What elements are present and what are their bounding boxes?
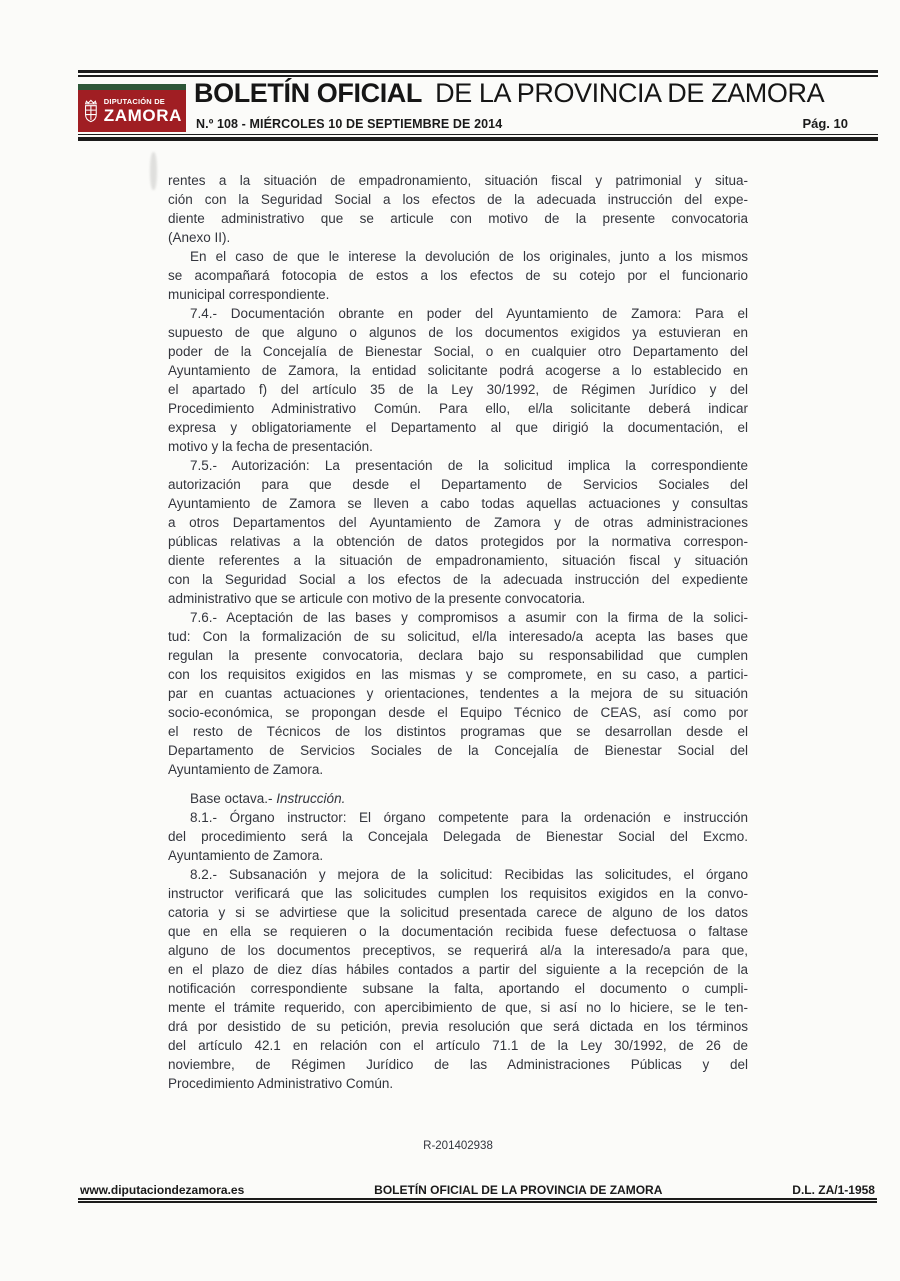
text-line: 8.1.- Órgano instructor: El órgano competente para la ordenación e instrucción — [190, 810, 748, 825]
text-line: Procedimiento Administrativo Común. — [168, 1076, 394, 1091]
text-line: Ayuntamiento de Zamora, la entidad solicitante podrá acogerse a lo establecido en — [168, 363, 748, 378]
scan-artifact — [150, 152, 157, 190]
reference-number: R-201402938 — [423, 1140, 493, 1152]
header-top-rule — [78, 70, 878, 77]
rule-thick-line — [78, 137, 878, 141]
logo-line1: DIPUTACIÓN DE — [103, 96, 166, 106]
paragraph — [168, 608, 748, 779]
text-line: socio-económica, se propongan desde el Equipo Técnico de CEAS, así como por — [168, 705, 748, 720]
text-line: poder de la Concejalía de Bienestar Social, o en cualquier otro Departamento del — [168, 344, 748, 359]
footer-legal-deposit: D.L. ZA/1-1958 — [792, 1183, 875, 1197]
logo-line2: ZAMORA — [103, 106, 182, 126]
paragraph — [168, 808, 748, 865]
text-line: públicas relativas a la obtención de datos protegidos por la normativa correspon- — [168, 534, 748, 549]
issue-line: N.º 108 - MIÉRCOLES 10 DE SEPTIEMBRE DE 2014 — [196, 117, 503, 131]
text-line: Ayuntamiento de Zamora. — [168, 848, 324, 863]
text-line: mente el trámite requerido, con apercibimiento de que, si así no lo hiciere, se le ten- — [168, 1000, 748, 1015]
section-heading — [168, 789, 748, 808]
text-line: del artículo 42.1 en relación con el artículo 71.1 de la Ley 30/1992, de 26 de — [168, 1038, 748, 1053]
bulletin-title-bold: BOLETÍN OFICIAL — [194, 78, 422, 108]
paragraph — [168, 304, 748, 456]
heading-normal-text: Base octava.- — [190, 791, 277, 806]
text-line: Procedimiento Administrativo Común. Para ello, el/la solicitante deberá indicar — [168, 401, 748, 416]
footer-rule — [78, 1198, 877, 1203]
text-line: 8.2.- Subsanación y mejora de la solicitud: Recibidas las solicitudes, el órgano — [190, 867, 748, 882]
text-line: alguno de los documentos preceptivos, se requerirá al/a la interesado/a para que, — [168, 943, 748, 958]
text-line: municipal correspondiente. — [168, 287, 330, 302]
text-line: En el caso de que le interese la devolución de los originales, junto a los mismos — [190, 249, 748, 264]
text-line: con los requisitos exigidos en las mismas y se compromete, en su caso, a partici- — [168, 667, 748, 682]
logo-red-box — [78, 90, 186, 132]
footer-bulletin-name: BOLETÍN OFICIAL DE LA PROVINCIA DE ZAMORA — [374, 1183, 663, 1197]
text-line: en el plazo de diez días hábiles contados a partir del siguiente a la recepción de la — [168, 962, 748, 977]
text-line: diente administrativo que se articule con motivo de la presente convocatoria — [168, 211, 748, 226]
text-line: autorización para que desde el Departamento de Servicios Sociales del — [168, 477, 748, 492]
text-line: catoria y si se advirtiese que la solicitud presentada carece de alguno de los datos — [168, 905, 748, 920]
text-line — [168, 789, 748, 808]
logo-text — [104, 98, 182, 125]
text-line: par en cuantas actuaciones y orientaciones, tendentes a la mejora de su situación — [168, 686, 748, 701]
text-line: 7.4.- Documentación obrante en poder del Ayuntamiento de Zamora: Para el — [190, 306, 748, 321]
text-line: del procedimiento será la Concejala Delegada de Bienestar Social del Excmo. — [168, 829, 748, 844]
text-line: administrativo que se articule con motivo de la presente convocatoria. — [168, 591, 586, 606]
text-line: (Anexo II). — [168, 230, 231, 245]
paragraph — [168, 171, 748, 247]
paragraph — [168, 456, 748, 608]
zamora-crest-icon — [82, 97, 100, 125]
text-line: instructor verificará que las solicitudes cumplen los requisitos exigidos en la convo- — [168, 886, 748, 901]
paragraph — [168, 247, 748, 304]
text-line: motivo y la fecha de presentación. — [168, 439, 373, 454]
text-line: noviembre, de Régimen Jurídico de las Administraciones Públicas y del — [168, 1057, 748, 1072]
text-line: Ayuntamiento de Zamora se lleven a cabo todas aquellas actuaciones y consultas — [168, 496, 748, 511]
text-line: 7.5.- Autorización: La presentación de la solicitud implica la correspondiente — [190, 458, 748, 473]
footer-website: www.diputaciondezamora.es — [80, 1183, 245, 1197]
text-line: con la Seguridad Social a los efectos de la adecuada instrucción del expediente — [168, 572, 748, 587]
text-line: drá por desistido de su petición, previa resolución que será dictada en los términos — [168, 1019, 748, 1034]
text-line: 7.6.- Aceptación de las bases y compromisos a asumir con la firma de la solici- — [190, 610, 748, 625]
heading-italic-text: Instrucción. — [276, 791, 346, 806]
bulletin-title — [194, 78, 824, 109]
text-line: tud: Con la formalización de su solicitud, el/la interesado/a acepta las bases que — [168, 629, 748, 644]
rule-thick-line — [78, 1201, 877, 1203]
text-line: regulan la presente convocatoria, declara bajo su responsabilidad que cumplen — [168, 648, 748, 663]
page-footer — [80, 1183, 875, 1197]
rule-thin-line — [78, 75, 878, 77]
header-bottom-rule — [78, 134, 878, 141]
text-line: a otros Departamentos del Ayuntamiento de Zamora y de otras administraciones — [168, 515, 748, 530]
paragraph — [168, 865, 748, 1093]
text-line: que en ella se requieren o la documentación recibida fuese defectuosa o faltase — [168, 924, 748, 939]
text-line: Departamento de Servicios Sociales de la Concejalía de Bienestar Social del — [168, 743, 748, 758]
text-line: diente referentes a la situación de empadronamiento, situación fiscal y situación — [168, 553, 748, 568]
text-line: rentes a la situación de empadronamiento, situación fiscal y patrimonial y situa- — [168, 173, 748, 188]
page-number: Pág. 10 — [802, 116, 848, 131]
text-line: Ayuntamiento de Zamora. — [168, 762, 324, 777]
bulletin-title-rest: DE LA PROVINCIA DE ZAMORA — [435, 78, 825, 108]
text-line: ción con la Seguridad Social a los efectos de la adecuada instrucción del expe- — [168, 192, 748, 207]
text-line: supuesto de que alguno o algunos de los documentos exigidos ya estuvieran en — [168, 325, 748, 340]
text-line: notificación correspondiente subsane la falta, aportando el documento o cumpli- — [168, 981, 748, 996]
text-line: se acompañará fotocopia de estos a los efectos de su cotejo por el funcionario — [168, 268, 748, 283]
text-line: expresa y obligatoriamente el Departamento al que dirigió la documentación, el — [168, 420, 748, 435]
publisher-logo — [78, 84, 186, 132]
text-line: el resto de Técnicos de los distintos programas que se desarrollan desde el — [168, 724, 748, 739]
text-line: el apartado f) del artículo 35 de la Ley 30/1992, de Régimen Jurídico y del — [168, 382, 748, 397]
document-body — [168, 171, 748, 1093]
